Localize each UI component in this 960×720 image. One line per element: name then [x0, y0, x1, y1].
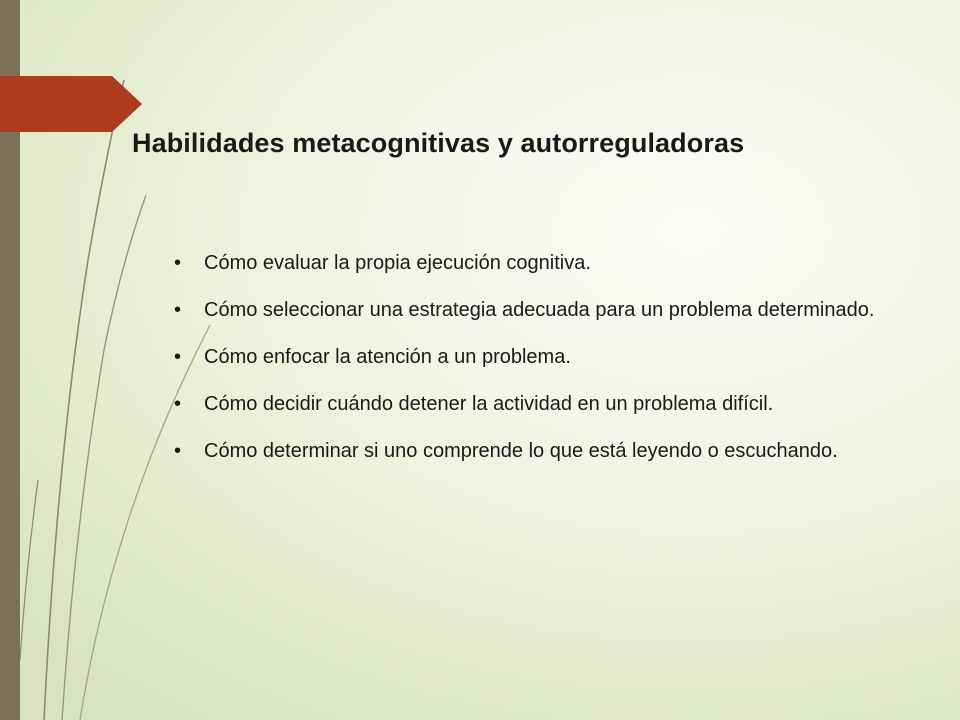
decorative-curve-mid — [62, 195, 146, 720]
bullet-item — [170, 287, 910, 334]
bullet-item — [170, 428, 910, 475]
bullet-item — [170, 381, 910, 428]
bullet-item — [170, 334, 910, 381]
bullet-item — [170, 240, 910, 287]
decorative-curve-outer — [44, 80, 124, 720]
slide-title: Habilidades metacognitivas y autorreguladoras — [132, 128, 745, 158]
decorative-curve-short — [20, 480, 38, 660]
bullet-text: Cómo determinar si uno comprende lo que está leyendo o escuchando. — [204, 440, 838, 462]
bullet-dot: • — [174, 252, 182, 274]
bullet-text: Cómo decidir cuándo detener la actividad en un problema difícil. — [204, 393, 774, 415]
bullet-dot: • — [174, 299, 182, 321]
bullet-dot: • — [174, 393, 182, 415]
bullet-dot: • — [174, 346, 182, 368]
accent-arrow-banner — [0, 76, 142, 132]
bullet-text: Cómo evaluar la propia ejecución cognitiva. — [204, 252, 591, 274]
bullet-text: Cómo seleccionar una estrategia adecuada para un problema determinado. — [204, 299, 875, 321]
bullet-dot: • — [174, 440, 182, 462]
bullet-text: Cómo enfocar la atención a un problema. — [204, 346, 571, 368]
bullet-list — [170, 240, 910, 475]
